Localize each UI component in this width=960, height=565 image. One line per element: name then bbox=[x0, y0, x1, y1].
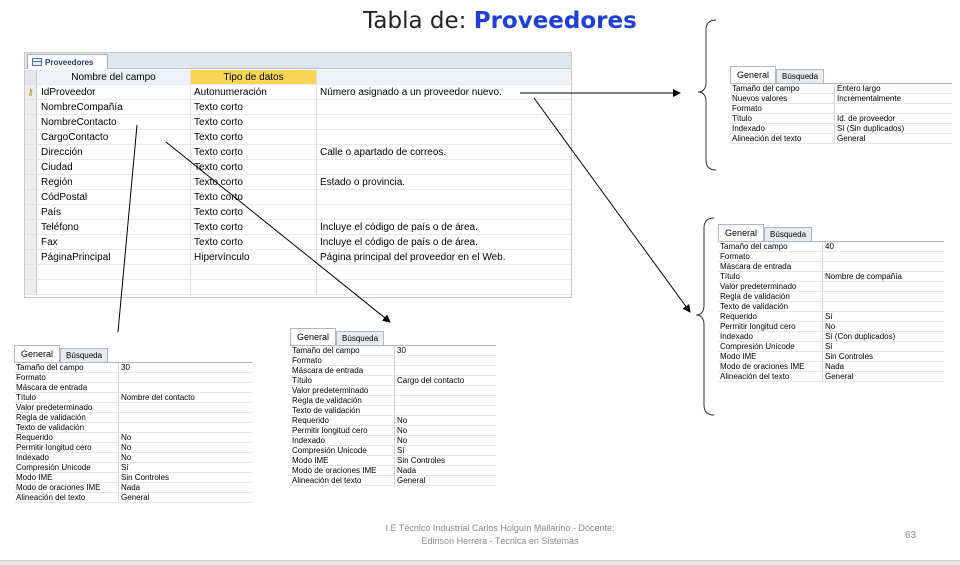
bottom-bar bbox=[0, 560, 960, 565]
header-data-type: Tipo de datos bbox=[191, 70, 317, 85]
property-name: Alineación del texto bbox=[718, 372, 823, 381]
property-value[interactable]: Nombre del contacto bbox=[121, 393, 195, 402]
property-value[interactable]: Sin Controles bbox=[825, 352, 874, 361]
property-name: Compresión Unicode bbox=[718, 342, 823, 351]
property-name: Máscara de entrada bbox=[290, 366, 395, 375]
property-name: Título bbox=[718, 272, 823, 281]
property-name: Modo de oraciones IME bbox=[718, 362, 823, 371]
field-name-cell[interactable]: CargoContacto bbox=[37, 130, 191, 145]
property-name: Modo de oraciones IME bbox=[14, 483, 119, 492]
property-value[interactable]: 30 bbox=[121, 363, 130, 372]
field-name-cell[interactable]: País bbox=[37, 205, 191, 220]
field-name-cell[interactable]: IdProveedor bbox=[37, 85, 191, 100]
footer-line-1: I.E Técnico Industrial Carlos Holguín Mallarino - Docente: bbox=[385, 523, 615, 533]
field-name-cell[interactable]: Teléfono bbox=[37, 220, 191, 235]
title-accent: Proveedores bbox=[473, 8, 637, 34]
page-number: 63 bbox=[905, 530, 917, 541]
property-value[interactable]: General bbox=[825, 372, 854, 381]
property-value[interactable]: General bbox=[121, 493, 150, 502]
property-name: Regla de validación bbox=[290, 396, 395, 405]
property-value[interactable]: No bbox=[121, 443, 132, 452]
property-name: Título bbox=[290, 376, 395, 385]
tab-general[interactable]: General bbox=[14, 345, 60, 362]
arrow-to-company-panel bbox=[534, 98, 690, 312]
property-name: Texto de validación bbox=[290, 406, 395, 415]
data-type-cell[interactable]: Texto corto bbox=[191, 100, 317, 115]
property-name: Formato bbox=[290, 356, 395, 365]
property-value[interactable]: Sí bbox=[397, 446, 405, 455]
brace-right bbox=[696, 218, 714, 415]
tab-busqueda[interactable]: Búsqueda bbox=[60, 348, 108, 362]
property-value[interactable]: Incrementalmente bbox=[837, 94, 902, 103]
property-name: Texto de validación bbox=[718, 302, 823, 311]
description-cell[interactable]: Calle o apartado de correos. bbox=[317, 145, 571, 160]
property-name: Alineación del texto bbox=[730, 134, 835, 143]
property-value[interactable]: Id. de proveedor bbox=[837, 114, 896, 123]
property-value[interactable]: Cargo del contacto bbox=[397, 376, 465, 385]
property-name: Permitir longitud cero bbox=[290, 426, 395, 435]
property-name: Alineación del texto bbox=[14, 493, 119, 502]
property-value[interactable]: Sí (Sin duplicados) bbox=[837, 124, 905, 133]
property-name: Compresión Unicode bbox=[290, 446, 395, 455]
property-name: Permitir longitud cero bbox=[14, 443, 119, 452]
property-name: Requerido bbox=[718, 312, 823, 321]
tab-busqueda[interactable]: Búsqueda bbox=[764, 227, 812, 241]
property-name: Permitir longitud cero bbox=[718, 322, 823, 331]
property-name: Indexado bbox=[718, 332, 823, 341]
property-value[interactable]: Sí (Con duplicados) bbox=[825, 332, 896, 341]
data-type-cell[interactable]: Texto corto bbox=[191, 220, 317, 235]
property-value[interactable]: 40 bbox=[825, 242, 834, 251]
arrow-to-title-panel bbox=[166, 142, 390, 322]
data-type-cell[interactable]: Autonumeración bbox=[191, 85, 317, 100]
property-value[interactable]: General bbox=[837, 134, 866, 143]
property-name: Formato bbox=[730, 104, 835, 113]
data-type-cell[interactable]: Texto corto bbox=[191, 175, 317, 190]
data-type-cell[interactable]: Hipervínculo bbox=[191, 250, 317, 265]
description-cell[interactable]: Incluye el código de país o de área. bbox=[317, 220, 571, 235]
property-name: Modo de oraciones IME bbox=[290, 466, 395, 475]
property-name: Requerido bbox=[290, 416, 395, 425]
description-cell[interactable]: Estado o provincia. bbox=[317, 175, 571, 190]
property-name: Requerido bbox=[14, 433, 119, 442]
property-name: Indexado bbox=[730, 124, 835, 133]
primary-key-icon[interactable]: ⚷ bbox=[25, 85, 37, 100]
description-cell[interactable]: Página principal del proveedor en el Web. bbox=[317, 250, 571, 265]
data-type-cell[interactable]: Texto corto bbox=[191, 160, 317, 175]
field-name-cell[interactable]: NombreContacto bbox=[37, 115, 191, 130]
property-value[interactable]: No bbox=[397, 436, 408, 445]
title-prefix: Tabla de: bbox=[363, 8, 474, 34]
property-value[interactable]: Nada bbox=[121, 483, 141, 492]
property-name: Alineación del texto bbox=[290, 476, 395, 485]
data-type-cell[interactable]: Texto corto bbox=[191, 235, 317, 250]
property-value[interactable]: Sí bbox=[121, 463, 129, 472]
property-name: Indexado bbox=[290, 436, 395, 445]
property-value[interactable]: Nombre de compañía bbox=[825, 272, 902, 281]
document-tab-label: Proveedores bbox=[45, 57, 94, 67]
property-name: Valor predeterminado bbox=[290, 386, 395, 395]
property-name: Modo IME bbox=[290, 456, 395, 465]
property-value[interactable]: Sí bbox=[825, 342, 833, 351]
property-value[interactable]: No bbox=[397, 426, 408, 435]
property-value[interactable]: No bbox=[121, 433, 132, 442]
property-name: Tamaño del campo bbox=[290, 346, 395, 355]
property-value[interactable]: Sí bbox=[825, 312, 833, 321]
data-type-cell[interactable]: Texto corto bbox=[191, 190, 317, 205]
tab-general[interactable]: General bbox=[290, 328, 336, 345]
description-cell[interactable]: Número asignado a un proveedor nuevo. bbox=[317, 85, 571, 100]
property-name: Indexado bbox=[14, 453, 119, 462]
property-name: Valor predeterminado bbox=[14, 403, 119, 412]
property-name: Nuevos valores bbox=[730, 94, 835, 103]
property-value[interactable]: Sin Controles bbox=[397, 456, 446, 465]
data-type-cell[interactable]: Texto corto bbox=[191, 130, 317, 145]
field-name-cell[interactable]: CódPostal bbox=[37, 190, 191, 205]
property-name: Modo IME bbox=[14, 473, 119, 482]
tab-general[interactable]: General bbox=[730, 66, 776, 83]
property-name: Texto de validación bbox=[14, 423, 119, 432]
property-value[interactable]: Sin Controles bbox=[121, 473, 170, 482]
property-name: Tamaño del campo bbox=[730, 84, 835, 93]
header-field-name: Nombre del campo bbox=[37, 70, 191, 85]
property-name: Compresión Unicode bbox=[14, 463, 119, 472]
property-value[interactable]: No bbox=[397, 416, 408, 425]
brace-top bbox=[698, 20, 716, 170]
field-name-cell[interactable]: Región bbox=[37, 175, 191, 190]
property-name: Regla de validación bbox=[718, 292, 823, 301]
tab-busqueda[interactable]: Búsqueda bbox=[776, 69, 824, 83]
tab-general[interactable]: General bbox=[718, 224, 764, 241]
field-name-cell[interactable]: Dirección bbox=[37, 145, 191, 160]
property-name: Valor predeterminado bbox=[718, 282, 823, 291]
property-value[interactable]: Entero largo bbox=[837, 84, 881, 93]
data-type-cell[interactable]: Texto corto bbox=[191, 205, 317, 220]
property-value[interactable]: No bbox=[121, 453, 132, 462]
description-cell[interactable]: Incluye el código de país o de área. bbox=[317, 235, 571, 250]
tab-busqueda[interactable]: Búsqueda bbox=[336, 331, 384, 345]
property-name: Máscara de entrada bbox=[14, 383, 119, 392]
property-name: Regla de validación bbox=[14, 413, 119, 422]
field-name-cell[interactable]: PáginaPrincipal bbox=[37, 250, 191, 265]
property-value[interactable]: General bbox=[397, 476, 426, 485]
data-type-cell[interactable]: Texto corto bbox=[191, 115, 317, 130]
property-name: Formato bbox=[718, 252, 823, 261]
property-value[interactable]: 30 bbox=[397, 346, 406, 355]
property-value[interactable]: Nada bbox=[825, 362, 845, 371]
footer-line-2: Edinson Herrera - Técnica en Sistemas bbox=[421, 536, 579, 546]
field-name-cell[interactable]: NombreCompañía bbox=[37, 100, 191, 115]
property-value[interactable]: Nada bbox=[397, 466, 417, 475]
field-name-cell[interactable]: Fax bbox=[37, 235, 191, 250]
property-name: Tamaño del campo bbox=[14, 363, 119, 372]
field-name-cell[interactable]: Ciudad bbox=[37, 160, 191, 175]
property-name: Tamaño del campo bbox=[718, 242, 823, 251]
property-name: Título bbox=[730, 114, 835, 123]
line-to-contact-panel bbox=[118, 125, 137, 332]
property-name: Título bbox=[14, 393, 119, 402]
property-name: Máscara de entrada bbox=[718, 262, 823, 271]
property-value[interactable]: No bbox=[825, 322, 836, 331]
slide-footer bbox=[330, 522, 670, 548]
property-name: Formato bbox=[14, 373, 119, 382]
data-type-cell[interactable]: Texto corto bbox=[191, 145, 317, 160]
property-name: Modo IME bbox=[718, 352, 823, 361]
